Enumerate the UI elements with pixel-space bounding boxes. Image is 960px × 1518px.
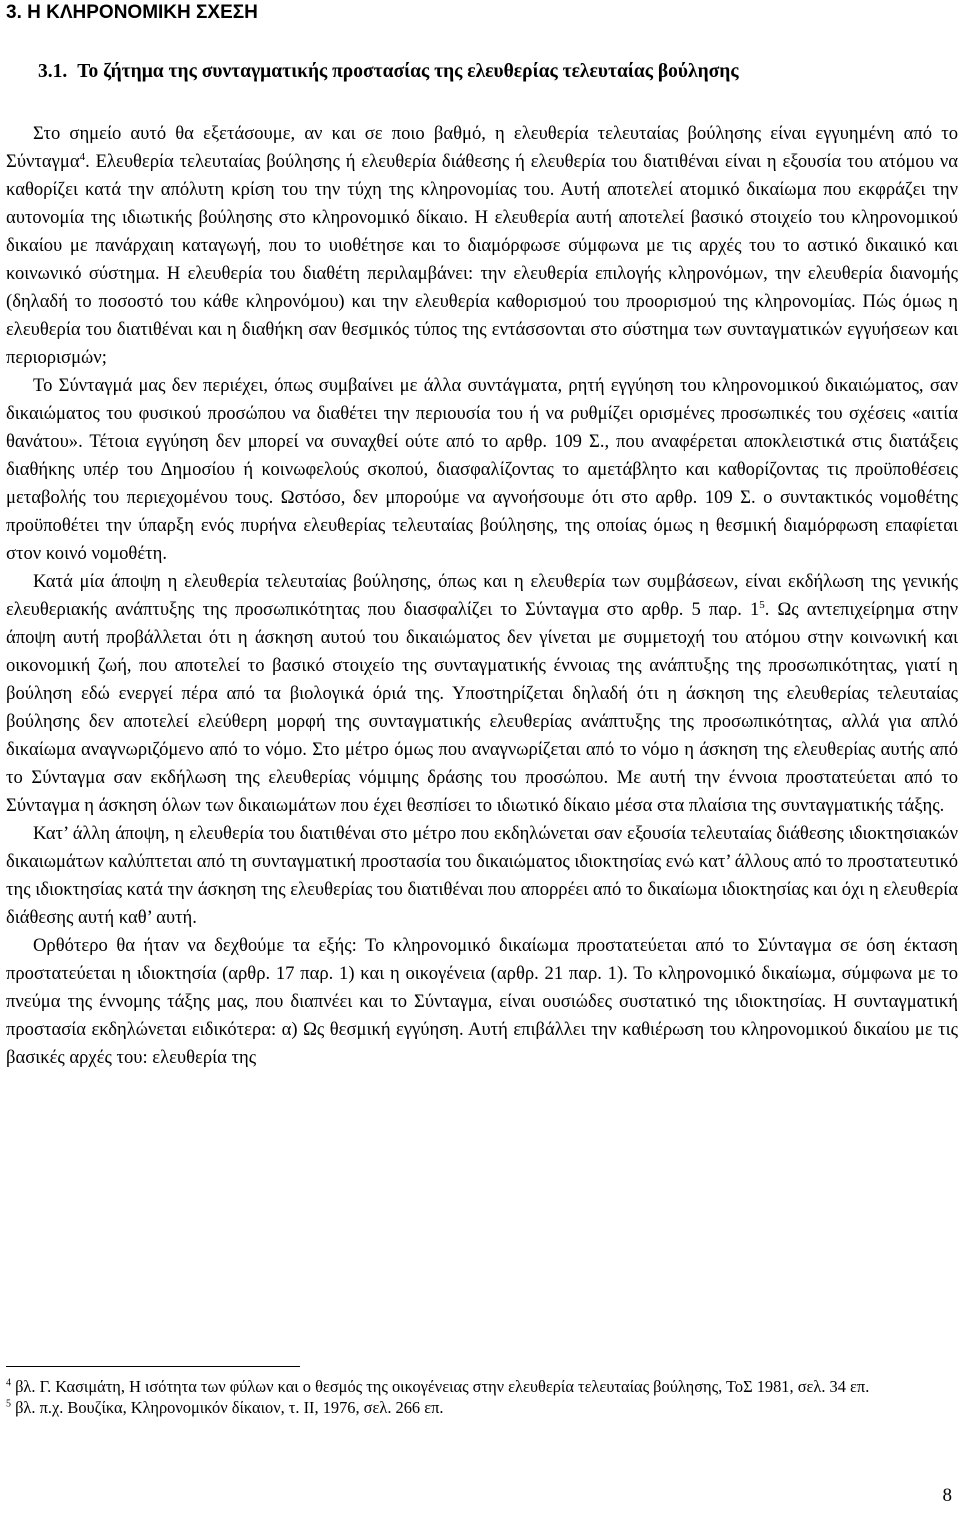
- paragraph-5: [6, 932, 958, 1072]
- paragraph-2: [6, 372, 958, 568]
- footnote-4-text: βλ. Γ. Κασιμάτη, Η ισότητα των φύλων και ο θεσμός της οικογένειας στην ελευθερία τελευταίας βούλησης, ΤοΣ 1981, σελ. 34 επ.: [11, 1377, 870, 1396]
- footnote-4: [6, 1376, 956, 1397]
- footnotes: [6, 1376, 956, 1418]
- section-title: 3. Η ΚΛΗΡΟΝΟΜΙΚΗ ΣΧΕΣΗ: [6, 2, 258, 23]
- paragraph-3: [6, 568, 958, 820]
- paragraph-1-text-a: Στο σημείο αυτό θα εξετάσουμε, αν και σε ποιο βαθμό, η ελευθερία τελευταίας βούλησης είναι εγγυημένη από το Σύνταγμα: [6, 123, 958, 172]
- paragraph-1-text-b: . Ελευθερία τελευταίας βούλησης ή ελευθερία διάθεσης ή ελευθερία του διατιθέναι είναι η εξουσία του ατόμου να καθορίζει κατά την απόλυτη κρίση του την τύχη της κληρονομίας του. Αυτή αποτελεί ατομικό δικαίωμα που εκφράζει την αυτονομία της ιδιωτικής βούλησης στο κληρονομικό δίκαιο. Η ελευθερία αυτή αποτελεί βασικό στοιχείο του κληρονομικού δικαίου με πανάρχαιη καταγωγή, που το υιοθέτησε και το διαμόρφωσε σύμφωνα με τις αρχές του το αστικό δικαιικό και κοινωνικό σύστημα. Η ελευθερία του διαθέτη περιλαμβάνει: την ελευθερία επιλογής κληρονόμων, την ελευθερία διανομής (δηλαδή το ποσοστό του κάθε κληρονόμου) και την ελευθερία καθορισμού του προορισμού της κληρονομίας. Πώς όμως η ελευθερία του διατιθέναι και η διαθήκη σαν θεσμικός τύπος της εντάσσονται στο σύστημα των συνταγματικών εγγυήσεων και περιορισμών;: [6, 151, 958, 368]
- paragraph-5-text: Ορθότερο θα ήταν να δεχθούμε τα εξής: Το κληρονομικό δικαίωμα προστατεύεται από το Σύνταγμα σε όση έκταση προστατεύεται η ιδιοκτησία (αρθρ. 17 παρ. 1) και η οικογένεια (αρθρ. 21 παρ. 1). Το κληρονομικό δικαίωμα, σύμφωνα με το πνεύμα της έννομης τάξης μας, που διαπνέει και το Σύνταγμα, είναι ουσιώδες συστατικό της ιδιοκτησίας. Η συνταγματική προστασία εκδηλώνεται ειδικότερα: α) Ως θεσμική εγγύηση. Αυτή επιβάλλει την καθιέρωση του κληρονομικού δικαίου με τις βασικές αρχές του: ελευθερία της: [6, 935, 958, 1068]
- footnote-ref-5: 5: [759, 598, 765, 611]
- footnote-5-text: βλ. π.χ. Βουζίκα, Κληρονομικόν δίκαιον, τ. II, 1976, σελ. 266 επ.: [11, 1398, 444, 1417]
- subsection-number: 3.1.: [38, 61, 68, 82]
- paragraph-4-text: Κατ’ άλλη άποψη, η ελευθερία του διατιθέναι στο μέτρο που εκδηλώνεται σαν εξουσία τελευταίας διάθεσης ιδιοκτησιακών δικαιωμάτων καλύπτεται από τη συνταγματική προστασία του δικαιώματος ιδιοκτησίας ενώ κατ’ άλλους από το προστατευτικό της ιδιοκτησίας κατά την άσκηση της ελευθερίας του διατιθέναι που απορρέει από το δικαίωμα ιδιοκτησίας και όχι η ελευθερία διάθεσης αυτή καθ’ αυτή.: [6, 823, 958, 928]
- footnote-4-number: 4: [6, 1377, 11, 1389]
- subsection-title: Το ζήτημα της συνταγματικής προστασίας της ελευθερίας τελευταίας βούλησης: [77, 61, 739, 82]
- paragraph-3-text-b: . Ως αντεπιχείρημα στην άποψη αυτή προβάλλεται ότι η άσκηση αυτού του δικαιώματος δεν γίνεται με συμμετοχή του ατόμου στην κοινωνική και οικονομική ζωή, που αποτελεί το βασικό στοιχείο της συνταγματικής έννοιας της ανάπτυξης της προσωπικότητας, γιατί η βούληση εδώ ενεργεί πέρα από τα βιολογικά όριά της. Υποστηρίζεται δηλαδή ότι η άσκηση της ελευθερίας τελευταίας βούλησης δεν αποτελεί ελεύθερη μορφή της συνταγματικής ελευθερίας ανάπτυξης της προσωπικότητας, αλλά για απλό δικαίωμα αναγνωριζόμενο από το νόμο. Στο μέτρο όμως που αναγνωρίζεται από το νόμο η άσκηση της ελευθερίας αυτής από το Σύνταγμα σαν εκδήλωση της ελευθερίας νόμιμης δράσης του προσώπου. Με αυτή την έννοια προστατεύεται από το Σύνταγμα η άσκηση όλων των δικαιωμάτων που έχει θεσπίσει το ιδιωτικό δίκαιο μέσα στα πλαίσια της συνταγματικής τάξης.: [6, 599, 958, 816]
- subsection-heading: [38, 58, 739, 86]
- body-text: [6, 120, 958, 1072]
- footnote-5-number: 5: [6, 1398, 11, 1410]
- footnote-ref-4: 4: [79, 150, 86, 163]
- footnote-separator: [6, 1366, 300, 1367]
- footnote-5: [6, 1397, 956, 1418]
- paragraph-3-text-a: Κατά μία άποψη η ελευθερία τελευταίας βούλησης, όπως και η ελευθερία των συμβάσεων, είναι εκδήλωση της γενικής ελευθεριακής ανάπτυξης της προσωπικότητας που διασφαλίζει το Σύνταγμα στο αρθρ. 5 παρ. 1: [6, 571, 958, 620]
- paragraph-1: [6, 120, 958, 372]
- page-number: 8: [942, 1485, 952, 1506]
- paragraph-2-text: Το Σύνταγμά μας δεν περιέχει, όπως συμβαίνει με άλλα συντάγματα, ρητή εγγύηση του κληρονομικού δικαιώματος, σαν δικαιώματος του φυσικού προσώπου να διαθέτει την περιουσία του ή να ρυθμίζει ορισμένες προσωπικές του σχέσεις «αιτία θανάτου». Τέτοια εγγύηση δεν μπορεί να συναχθεί ούτε από το αρθρ. 109 Σ., που αναφέρεται αποκλειστικά στις διατάξεις διαθήκης υπέρ του Δημοσίου ή κοινωφελούς σκοπού, διασφαλίζοντας το αμετάβλητο και καθορίζοντας τις προϋποθέσεις μεταβολής του περιεχομένου τους. Ωστόσο, δεν μπορούμε να αγνοήσουμε ότι στο αρθρ. 109 Σ. ο συντακτικός νομοθέτης προϋποθέτει την ύπαρξη ενός πυρήνα ελευθερίας τελευταίας βούλησης, της οποίας όμως η θεσμική διαμόρφωση επαφίεται στον κοινό νομοθέτη.: [6, 375, 958, 564]
- paragraph-4: [6, 820, 958, 932]
